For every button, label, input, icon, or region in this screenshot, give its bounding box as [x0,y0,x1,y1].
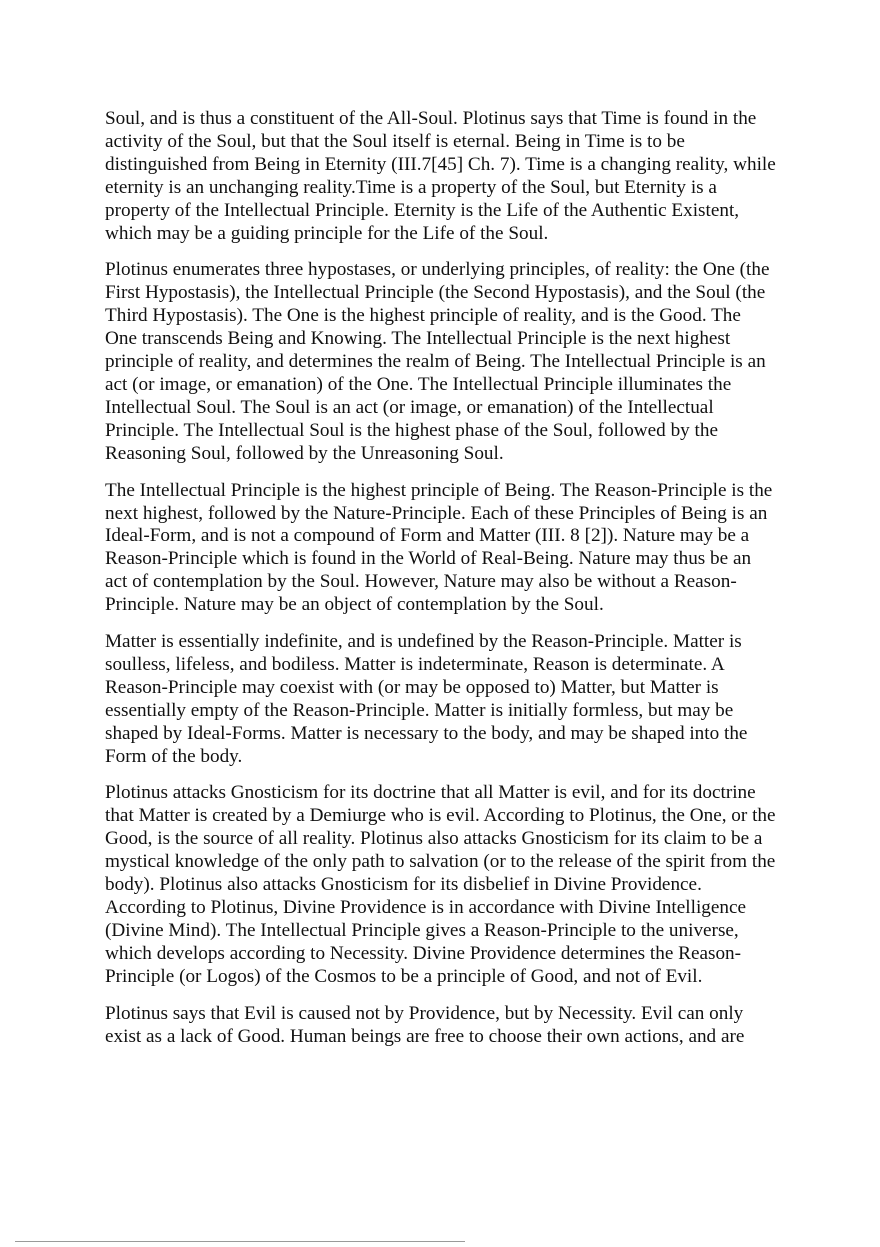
paragraph-matter: Matter is essentially indefinite, and is undefined by the Reason-Principle. Matter is soulless, lifeless, and bodiless. Matter is indeterminate, Reason is determinate. A Reason-Principle may coexist with (or may be opposed to) Matter, but Matter is essentially empty of the Reason-Principle. Matter is initially formless, but may be shaped by Ideal-Forms. Matter is necessary to the body, and may be shaped into the Form of the body. [105,631,748,767]
paragraph-time-and-eternity: Soul, and is thus a constituent of the All-Soul. Plotinus says that Time is found in the activity of the Soul, but that the Soul itself is eternal. Being in Time is to be distinguished from Being in Eternity (III.7[45] Ch. 7). Time is a changing reality, while eternity is an unchanging reality.Time is a property of the Soul, but Eternity is a property of the Intellectual Principle. Eternity is the Life of the Authentic Existent, which may be a guiding principle for the Life of the Soul. [105,108,776,244]
paragraph-three-hypostases: Plotinus enumerates three hypostases, or underlying principles, of reality: the One (the First Hypostasis), the Intellectual Principle (the Second Hypostasis), and the Soul (the Third Hypostasis). The One is the highest principle of reality, and is the Good. The One transcends Being and Knowing. The Intellectual Principle is the next highest principle of reality, and determines the realm of Being. The Intellectual Principle is an act (or image, or emanation) of the One. The Intellectual Principle illuminates the Intellectual Soul. The Soul is an act (or image, or emanation) of the Intellectual Principle. The Intellectual Soul is the highest phase of the Soul, followed by the Reasoning Soul, followed by the Unreasoning Soul. [105,259,770,464]
paragraph-gnosticism: Plotinus attacks Gnosticism for its doctrine that all Matter is evil, and for its doctrine that Matter is created by a Demiurge who is evil. According to Plotinus, the One, or the Good, is the source of all reality. Plotinus also attacks Gnosticism for its claim to be a mystical knowledge of the only path to salvation (or to the release of the spirit from the body). Plotinus also attacks Gnosticism for its disbelief in Divine Providence. According to Plotinus, Divine Providence is in accordance with Divine Intelligence (Divine Mind). The Intellectual Principle gives a Reason-Principle to the universe, which develops according to Necessity. Divine Providence determines the Reason-Principle (or Logos) of the Cosmos to be a principle of Good, and not of Evil. [105,782,776,987]
paragraph-principles-of-being: The Intellectual Principle is the highest principle of Being. The Reason-Principle is the next highest, followed by the Nature-Principle. Each of these Principles of Being is an Ideal-Form, and is not a compound of Form and Matter (III. 8 [2]). Nature may be a Reason-Principle which is found in the World of Real-Being. Nature may thus be an act of contemplation by the Soul. However, Nature may also be without a Reason-Principle. Nature may be an object of contemplation by the Soul. [105,479,773,616]
document-body [105,108,777,1061]
footnote-separator-rule [15,1241,465,1242]
paragraph-evil-and-necessity: Plotinus says that Evil is caused not by Providence, but by Necessity. Evil can only exist as a lack of Good. Human beings are free to choose their own actions, and are [105,1002,745,1047]
